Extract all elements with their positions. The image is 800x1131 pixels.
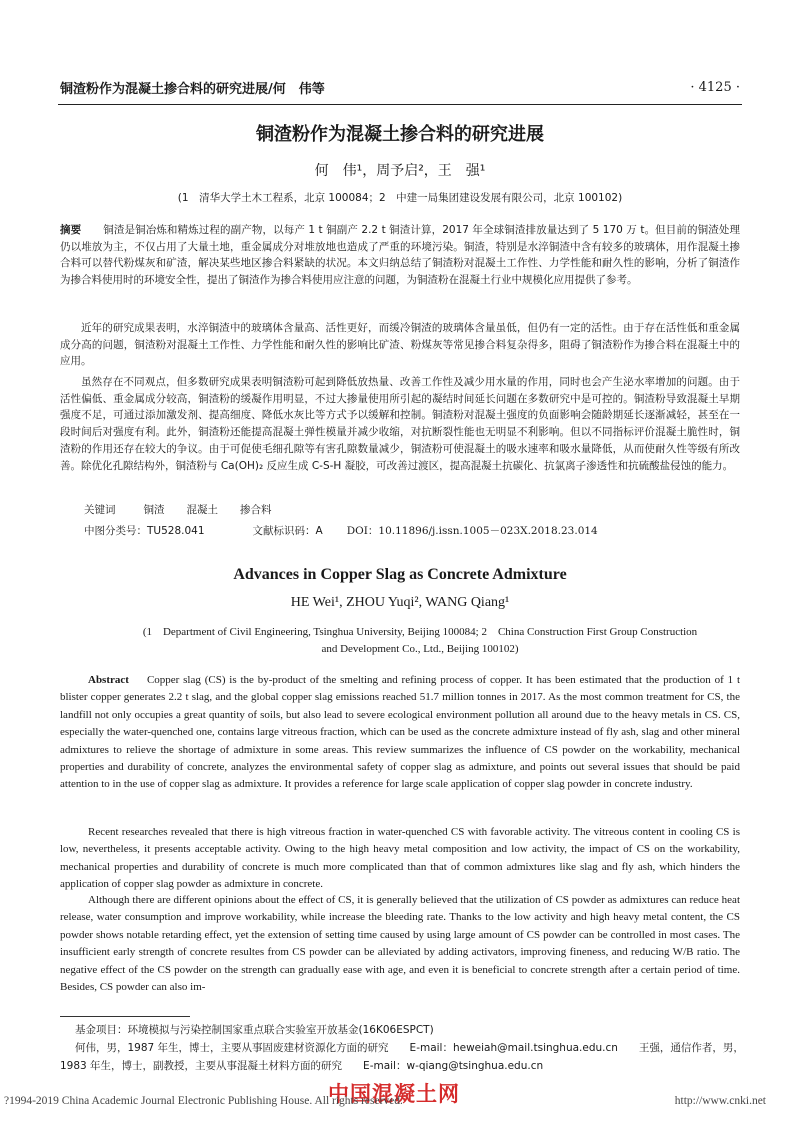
page-number: · 4125 · [690, 80, 740, 95]
clc-number: 中图分类号：TU528.041 [84, 525, 205, 537]
document-code: 文献标识码：A [252, 525, 323, 537]
abstract-en-text: Copper slag (CS) is the by-product of the smelting and refining process of copper. It has been estimated that the production of 1 t blister copper generates 2.2 t slag, and the global copper slag emissions reached 51.7 million tonnes in 2017. As the most common treatment for CS, the landfill not only occupies a great quantity of soils, but also lead to severe ecological environment pollution all around due to the heavy metals in CS. CS, especially the water-quenched one, contains large vitreous fraction, which can be used as the concrete admixture instead of fly ash, slag and other mineral admixtures to relieve the shortage of admixture in some areas. This review summarizes the influence of CS powder on the workability, mechanical properties and durability of concrete, analyzes the environmental safety of copper slag as admixture, and points out several issues that should be paid attention to in the use of copper slag as admixture. It provides a reference for large scale application of copper slag powder in concrete industry. [60, 674, 740, 791]
classification-line [84, 523, 598, 538]
abstract-en-p3: Although there are different opinions about the effect of CS, it is generally believed that the utilization of CS powder as admixtures can reduce heat release, water consumption and improve workability, while increase the bleeding rate. Thanks to the low activity and high heavy metal content, the CS powder shows notable retarding effect, yet the extension of setting time caused by using large amount of CS powder can be controlled in most cases. The insufficient early strength of concrete resultes from CS powder can be alleviated by adding activators, improving fineness, and reducing W/B ratio. The negative effect of the CS powder on the strength can gradually ease with age, and even it is beneficial to concrete strength after a certain period of time. Besides, CS powder can also im- [60, 894, 740, 994]
affiliation-cn: (1 清华大学土木工程系，北京 100084；2 中建一局集团建设发展有限公司，北京 100102) [177, 192, 623, 204]
footnote-rule [60, 1016, 190, 1017]
running-title: 铜渣粉作为混凝土掺合料的研究进展/何 伟等 [60, 82, 325, 97]
doi: DOI：10.11896/j.issn.1005－023X.2018.23.014 [346, 525, 598, 537]
footnote-author1: 何伟，男，1987 年生，博士，主要从事固废建材资源化方面的研究 E-mail：heweiah@mail.tsinghua.edu.cn 王强，通信作者，男， [75, 1042, 744, 1054]
keyword: 铜渣 [143, 504, 165, 516]
title-cn: 铜渣粉作为混凝土掺合料的研究进展 [256, 124, 544, 145]
copyright-notice: ?1994-2019 China Academic Journal Electronic Publishing House. All rights reserved. [4, 1095, 403, 1107]
abstract-cn-p2: 近年的研究成果表明，水淬铜渣中的玻璃体含量高、活性更好，而缓冷铜渣的玻璃体含量虽低，但仍有一定的活性。由于存在活性低和重金属成分高的问题，铜渣粉对混凝土工作性、力学性能和耐久性的影响比矿渣、粉煤灰等常见掺合料复杂得多，阻碍了铜渣粉作为掺合料在混凝土中的应用。 [60, 322, 740, 368]
abstract-en-p2: Recent researches revealed that there is high vitreous fraction in water-quenched CS with favorable activity. The vitreous content in cooling CS is low, nevertheless, it presents acceptable activity. Owing to the high heavy metal composition and low activity, the impact of CS on the workability, mechanical properties and durability of concrete is much more complicated than that of common admixtures like slag and fly ash, which hinders the application of copper slag powder as admixture in concrete. [60, 826, 740, 891]
abstract-cn-text: 铜渣是铜冶炼和精炼过程的副产物，以每产 1 t 铜副产 2.2 t 铜渣计算，2017 年全球铜渣排放量达到了 5 170 万 t。但目前的铜渣处理仍以堆放为主，不仅占用了大量土地，重金属成分对堆放地也造成了严重的环境污染。铜渣，特别是水淬铜渣中含有较多的玻璃体，用作混凝土掺合料可以替代粉煤灰和矿渣，解决某些地区掺合料紧缺的状况。本文归纳总结了铜渣粉对混凝土工作性、力学性能和耐久性的影响，分析了铜渣作为掺合料使用时的环境安全性，提出了铜渣作为掺合料使用应注意的问题，为铜渣粉在混凝土行业中规模化应用提供了参考。 [60, 224, 740, 287]
website-link[interactable]: http://www.cnki.net [674, 1095, 766, 1107]
keyword: 掺合料 [240, 504, 272, 516]
abstract-en-p1 [60, 672, 740, 794]
watermark-logo: 中国混凝土网 [328, 1082, 460, 1106]
footnote-author2: 1983 年生，博士，副教授，主要从事混凝土材料方面的研究 E-mail：w-qiang@tsinghua.edu.cn [60, 1060, 544, 1072]
abstract-en-label: Abstract [88, 674, 129, 686]
keywords-cn [84, 502, 294, 517]
header-rule [58, 104, 742, 105]
abstract-cn-p1 [60, 222, 740, 289]
title-en: Advances in Copper Slag as Concrete Admixture [233, 566, 567, 583]
affiliation-en: (1 Department of Civil Engineering, Tsinghua University, Beijing 100084; 2 China Construction First Group Construction and Development Co., Ltd., Beijing 100102) [142, 626, 698, 655]
footnote-fund: 基金项目：环境模拟与污染控制国家重点联合实验室开放基金(16K06ESPCT) [75, 1024, 434, 1036]
authors-cn: 何 伟¹，周予启²，王 强¹ [314, 163, 486, 179]
abstract-cn-label: 摘要 [60, 224, 82, 236]
authors-en: HE Wei¹, ZHOU Yuqi², WANG Qiang¹ [290, 595, 510, 610]
abstract-cn-p3: 虽然存在不同观点，但多数研究成果表明铜渣粉可起到降低放热量、改善工作性及减少用水量的作用，同时也会产生泌水率增加的问题。由于活性偏低、重金属成分较高，铜渣粉的缓凝作用明显，不过大掺量使用所引起的凝结时间延长问题在多数研究中是可控的。铜渣粉导致混凝土早期强度不足，可通过添加激发剂、提高细度、降低水灰比等方式予以缓解和控制。铜渣粉对混凝土强度的负面影响会随龄期延长逐渐减轻，甚至在一段时间后对强度有利。此外，铜渣粉还能提高混凝土弹性模量并减少收缩，对抗断裂性能也无明显不利影响。但以不同指标评价混凝土脆性时，铜渣粉的作用还存在较大的争议。由于可促使毛细孔隙等有害孔隙数量减少，铜渣粉可使混凝土的吸水速率和吸水量降低，从而使耐久性等级有所改善。除优化孔隙结构外，铜渣粉与 Ca(OH)₂ 反应生成 C-S-H 凝胶，可改善过渡区，提高混凝土抗碳化、抗氯离子渗透性和抗硫酸盐侵蚀的能力。 [60, 376, 740, 472]
keywords-label: 关键词 [84, 504, 116, 516]
keyword: 混凝土 [186, 504, 218, 516]
